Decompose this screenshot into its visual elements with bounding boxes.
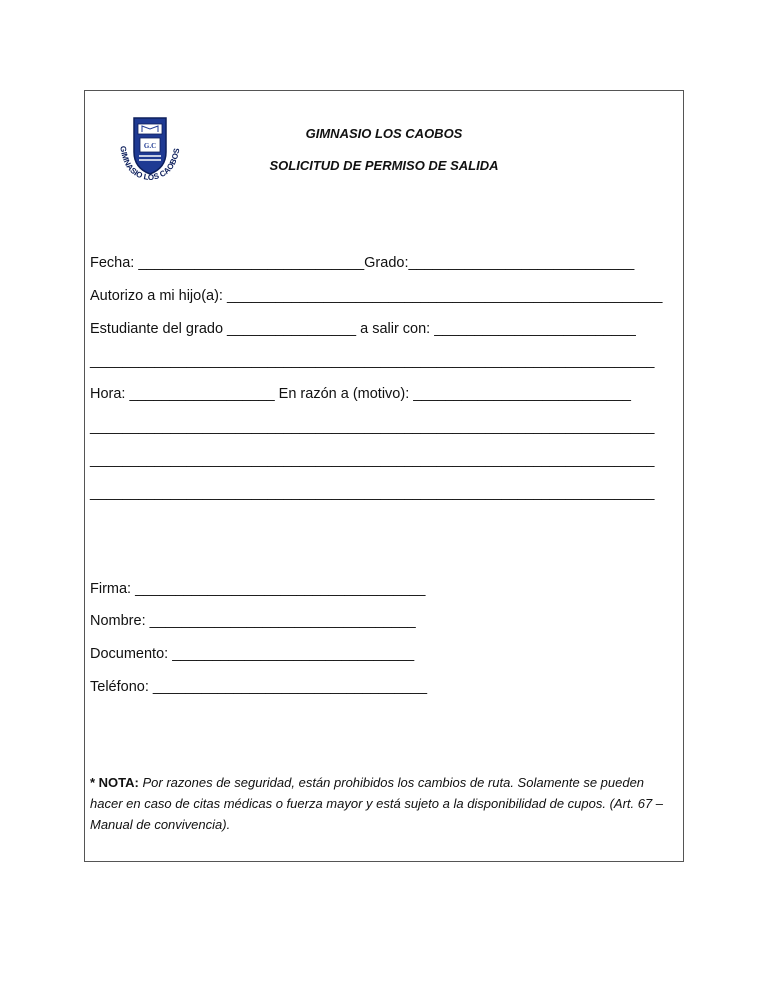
blank-line[interactable]: ______________________________________________________________________ <box>90 485 655 501</box>
note-paragraph <box>90 772 680 835</box>
form-border <box>84 90 684 862</box>
estudiante-field[interactable]: Estudiante del grado ________________ a salir con: _________________________ <box>90 321 636 337</box>
school-name: GIMNASIO LOS CAOBOS <box>305 126 463 141</box>
firma-field[interactable]: Firma: ____________________________________ <box>90 581 426 597</box>
note-label: * NOTA: <box>90 775 139 790</box>
nombre-field[interactable]: Nombre: _________________________________ <box>90 613 416 629</box>
autorizo-field[interactable]: Autorizo a mi hijo(a): ______________________________________________________ <box>90 288 663 304</box>
telefono-field[interactable]: Teléfono: __________________________________ <box>90 679 428 695</box>
blank-line[interactable]: ______________________________________________________________________ <box>90 452 655 468</box>
blank-line[interactable]: ______________________________________________________________________ <box>90 419 655 435</box>
svg-text:G.C: G.C <box>143 142 157 150</box>
fecha-grado-field[interactable]: Fecha: ____________________________Grado:____________________________ <box>90 255 635 271</box>
documento-field[interactable]: Documento: ______________________________ <box>90 646 415 662</box>
form-title: SOLICITUD DE PERMISO DE SALIDA <box>269 158 499 173</box>
blank-line[interactable]: ______________________________________________________________________ <box>90 353 655 369</box>
svg-text:GIMNASIO LOS CAOBOS: GIMNASIO LOS CAOBOS <box>118 145 182 183</box>
school-crest-logo <box>112 112 188 184</box>
hora-motivo-field[interactable]: Hora: __________________ En razón a (motivo): ___________________________ <box>90 386 631 402</box>
note-text: Por razones de seguridad, están prohibidos los cambios de ruta. Solamente se pueden hacer en caso de citas médicas o fuerza mayor y está sujeto a la disponibilidad de cupos. (Art. 67 – Manual de convivencia). <box>90 775 664 832</box>
